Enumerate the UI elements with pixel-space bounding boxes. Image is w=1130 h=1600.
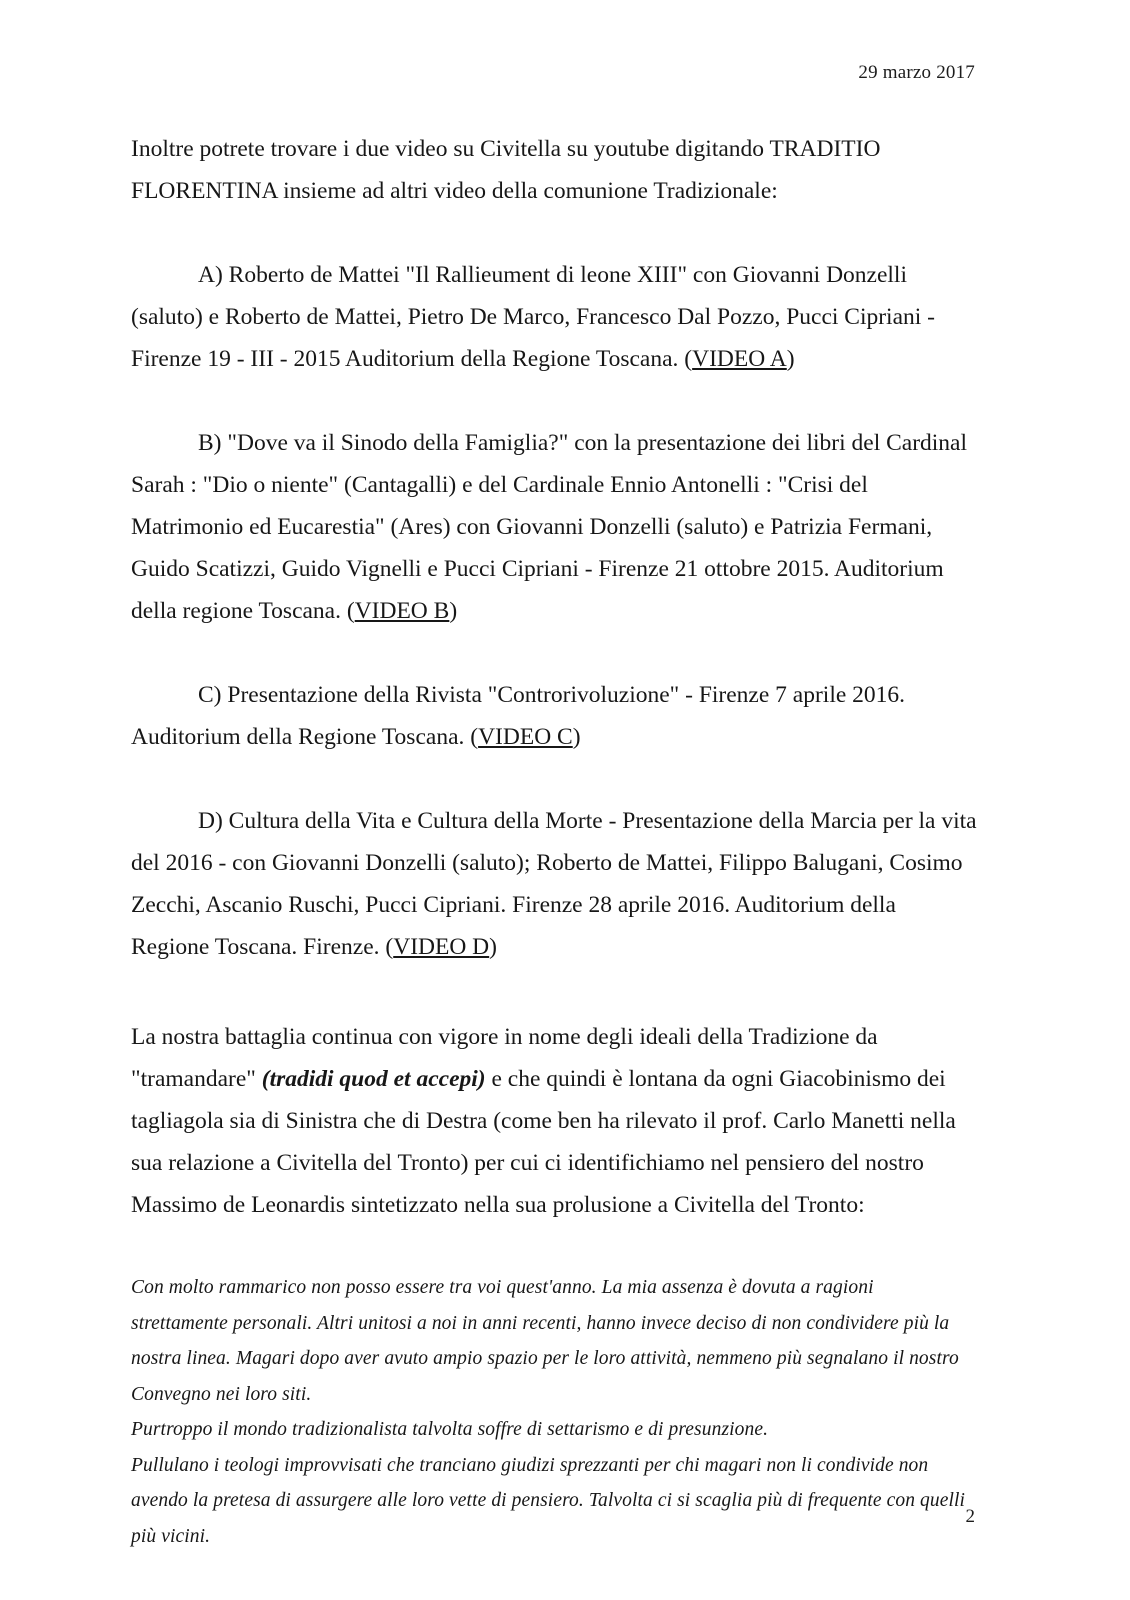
item-d-tail: ) (489, 934, 497, 960)
video-b-link[interactable]: VIDEO B (354, 598, 450, 624)
quote-paragraph-1: Con molto rammarico non posso essere tra voi quest'anno. La mia assenza è dovuta a ragioni strettamente personali. Altri unitosi a noi in anni recenti, hanno invece deciso di non condividere più la nostra linea. Magari dopo aver avuto ampio spazio per le loro attività, nemmeno più segnalano il nostro Convegno nei loro siti. (131, 1277, 959, 1405)
spacer (131, 1226, 979, 1270)
paragraph-item-b (131, 422, 979, 632)
paragraph-item-c (131, 674, 979, 758)
item-b-text: B) "Dove va il Sinodo della Famiglia?" con la presentazione dei libri del Cardinal Sarah : "Dio o niente" (Cantagalli) e del Cardinale Ennio Antonelli : "Crisi del Matrimonio ed Eucarestia" (Ares) con Giovanni Donzelli (saluto) e Patrizia Fermani, Guido Scatizzi, Guido Vignelli e Pucci Cipriani - Firenze 21 ottobre 2015. Auditorium della regione Toscana. ( (131, 430, 968, 624)
paragraph-item-a (131, 254, 979, 380)
page-number: 2 (965, 1506, 975, 1527)
intro-line-2: FLORENTINA insieme ad altri video della comunione Tradizionale: (131, 178, 778, 204)
quote-paragraph-3: Pullulano i teologi improvvisati che tranciano giudizi sprezzanti per chi magari non li condivide non avendo la pretesa di assurgere alle loro vette di pensiero. Talvolta ci si scaglia più di frequente con quelli più vicini. (131, 1454, 966, 1547)
intro-line-1: Inoltre potrete trovare i due video su Civitella su youtube digitando TRADITIO (131, 136, 881, 162)
item-c-tail: ) (572, 724, 581, 750)
item-a-text: A) Roberto de Mattei "Il Rallieument di leone XIII" con Giovanni Donzelli (saluto) e Roberto de Mattei, Pietro De Marco, Francesco Dal Pozzo, Pucci Cipriani - Firenze 19 - III - 2015 Auditorium della Regione Toscana. ( (131, 262, 935, 372)
paragraph-battaglia (131, 1016, 979, 1226)
video-d-link[interactable]: VIDEO D (393, 934, 490, 960)
paragraph-item-d (131, 800, 979, 968)
paragraph-intro (131, 128, 979, 212)
item-c-text: C) Presentazione della Rivista "Controrivoluzione" - Firenze 7 aprile 2016. Auditorium della Regione Toscana. ( (131, 682, 906, 750)
item-b-tail: ) (449, 598, 458, 624)
quote-paragraph-2: Purtroppo il mondo tradizionalista talvolta soffre di settarismo e di presunzione. (131, 1419, 769, 1440)
document-body (131, 128, 979, 1554)
item-a-tail: ) (786, 346, 795, 372)
latin-motto-emphasis: (tradidi quod et accepi) (261, 1066, 486, 1092)
video-a-link[interactable]: VIDEO A (692, 346, 787, 372)
battaglia-pre-text: La nostra battaglia continua con vigore in nome degli ideali della Tradizione da "tramandare" (131, 1024, 878, 1092)
video-c-link[interactable]: VIDEO C (478, 724, 573, 750)
quote-block (131, 1270, 971, 1554)
item-d-text: D) Cultura della Vita e Cultura della Morte - Presentazione della Marcia per la vita del 2016 - con Giovanni Donzelli (saluto); Roberto de Mattei, Filippo Balugani, Cosimo Zecchi, Ascanio Ruschi, Pucci Cipriani. Firenze 28 aprile 2016. Auditorium della Regione Toscana. Firenze. ( (131, 808, 977, 960)
header-date: 29 marzo 2017 (858, 62, 975, 83)
battaglia-post-text: e che quindi è lontana da ogni Giacobinismo dei tagliagola sia di Sinistra che di Destra (come ben ha rilevato il prof. Carlo Manetti nella sua relazione a Civitella del Tronto) per cui ci identifichiamo nel pensiero del nostro Massimo de Leonardis sintetizzato nella sua prolusione a Civitella del Tronto: (131, 1066, 956, 1218)
